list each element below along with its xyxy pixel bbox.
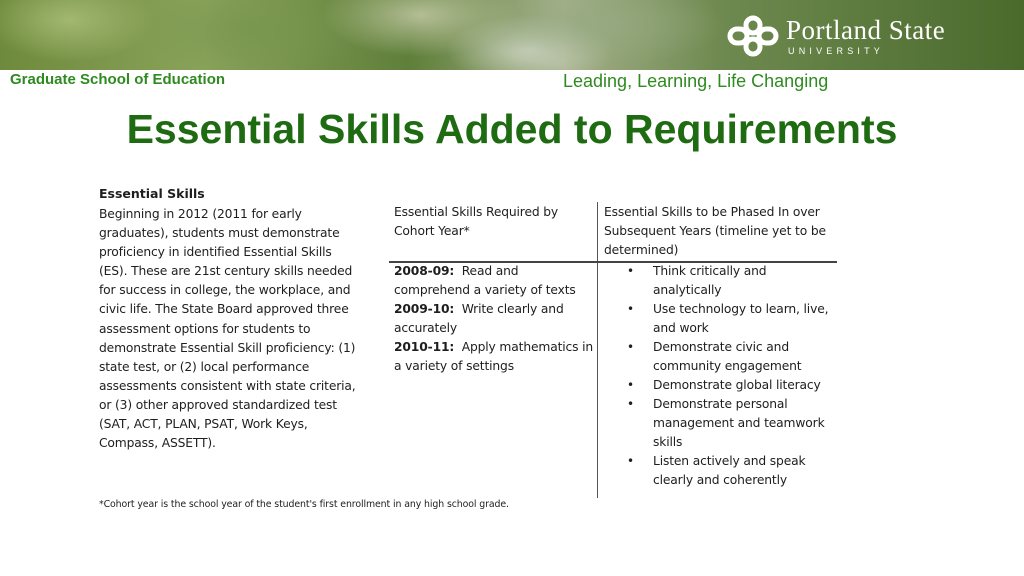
school-name: Graduate School of Education	[10, 71, 226, 88]
bullet-icon: •	[627, 378, 634, 392]
column-header-required: Essential Skills Required by Cohort Year*	[394, 205, 559, 238]
list-item	[627, 452, 832, 490]
cohort-year-label: 2010-11:	[394, 340, 455, 354]
logo-name: Portland State	[786, 14, 946, 45]
essential-skills-description: Beginning in 2012 (2011 for early graduates), students must demonstrate proficiency in identified Essential Skills (ES). These are 21st century skills needed for success in college, the workplace, and civic life. The State Board approved three assessment options for students to demonstrate Essential Skill proficiency: (1) state test, or (2) local performance assessments consistent with state criteria, or (3) other approved standardized test (SAT, ACT, PLAN, PSAT, Work Keys, Compass, ASSETT).	[99, 207, 356, 451]
list-item	[627, 338, 832, 376]
bullet-icon: •	[627, 302, 634, 316]
cohort-year-skill: Read and comprehend a variety of texts	[394, 264, 576, 297]
skill-text: Think critically and analytically	[653, 264, 767, 297]
cohort-year-list	[394, 262, 594, 376]
bullet-icon: •	[627, 454, 634, 468]
skill-text: Use technology to learn, live, and work	[653, 302, 829, 335]
list-item	[627, 395, 832, 452]
bullet-icon: •	[627, 397, 634, 411]
essential-skills-heading: Essential Skills	[99, 186, 205, 201]
cohort-year-label: 2008-09:	[394, 264, 455, 278]
cohort-year-item	[394, 262, 594, 300]
table-column-divider	[597, 202, 598, 498]
skill-text: Demonstrate civic and community engagement	[653, 340, 802, 373]
cohort-year-skill: Apply mathematics in a variety of settings	[394, 340, 594, 373]
list-item	[627, 376, 832, 395]
cohort-year-item	[394, 338, 594, 376]
cohort-year-item	[394, 300, 594, 338]
list-item	[627, 262, 832, 300]
cohort-year-skill: Write clearly and accurately	[394, 302, 564, 335]
skill-text: Listen actively and speak clearly and coherently	[653, 454, 806, 487]
motto: Leading, Learning, Life Changing	[563, 71, 829, 91]
footnote: *Cohort year is the school year of the student's first enrollment in any high school grade.	[99, 499, 509, 510]
slide-title: Essential Skills Added to Requirements	[126, 106, 898, 152]
phased-skills-list	[627, 262, 832, 490]
bullet-icon: •	[627, 340, 634, 354]
logo-subtitle: UNIVERSITY	[788, 45, 885, 56]
bullet-icon: •	[627, 264, 634, 278]
cohort-year-label: 2009-10:	[394, 302, 455, 316]
column-header-phased-in: Essential Skills to be Phased In over Subsequent Years (timeline yet to be determined)	[604, 205, 826, 257]
skill-text: Demonstrate global literacy	[653, 378, 821, 392]
list-item	[627, 300, 832, 338]
skill-text: Demonstrate personal management and teamwork skills	[653, 397, 825, 449]
